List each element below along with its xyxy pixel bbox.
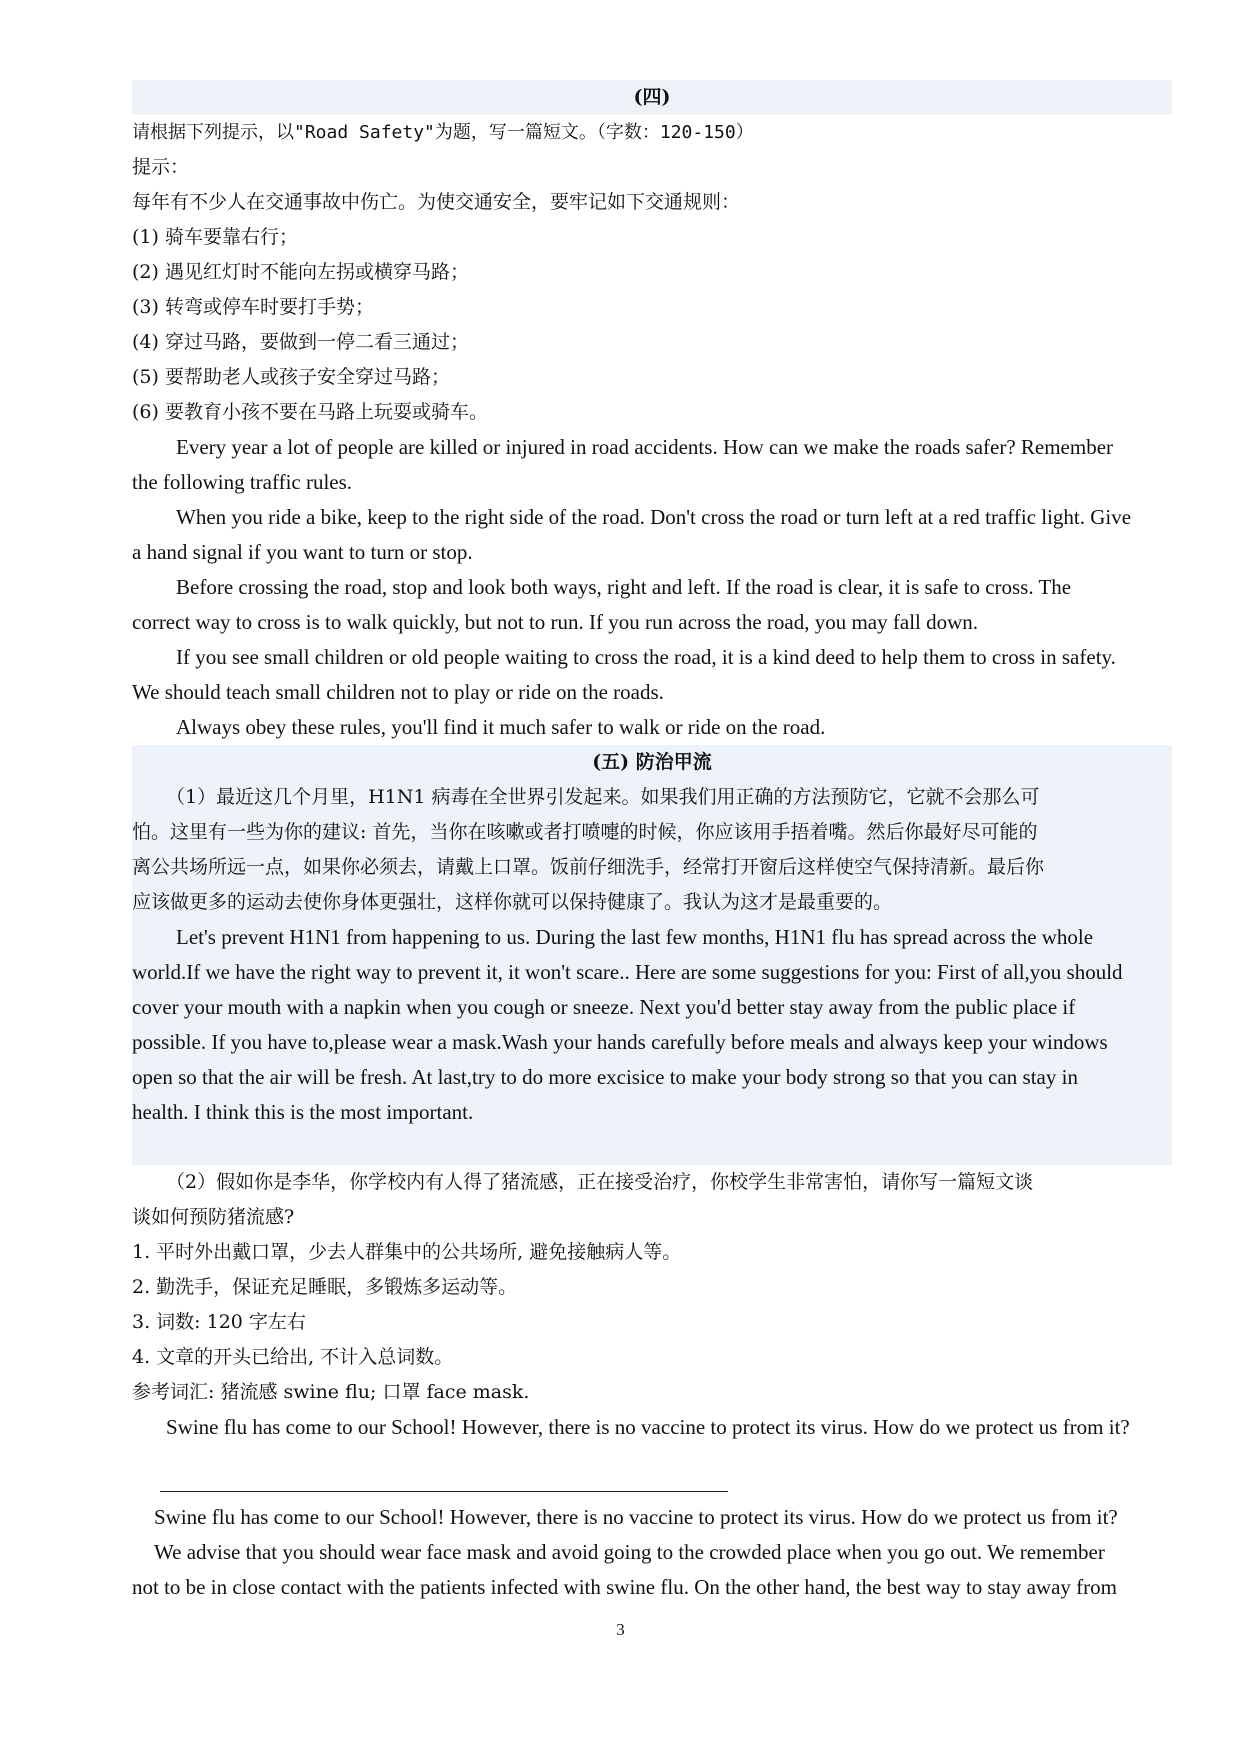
- essay-line: a hand signal if you want to turn or stop.: [132, 540, 473, 564]
- rule-item: (1) 骑车要靠右行；: [132, 226, 298, 248]
- part1-cn-line: 怕。这里有一些为你的建议: 首先，当你在咳嗽或者打喷嚏的时候，你应该用手捂着嘴。然后你最好尽可能的: [132, 821, 1038, 843]
- section-5-band: [132, 745, 1172, 1165]
- part2-item: 3. 词数: 120 字左右: [132, 1311, 306, 1333]
- reference-vocabulary: 参考词汇: 猪流感 swine flu; 口罩 face mask.: [132, 1381, 530, 1403]
- part1-en-line: cover your mouth with a napkin when you cough or sneeze. Next you'd better stay away from the public place if: [132, 995, 1076, 1019]
- essay-line: correct way to cross is to walk quickly, but not to run. If you run across the road, you may fall down.: [132, 610, 979, 634]
- essay-line: We should teach small children not to play or ride on the roads.: [132, 680, 664, 704]
- essay-line: Before crossing the road, stop and look both ways, right and left. If the road is clear, it is safe to cross. The: [176, 575, 1072, 599]
- essay-line: Every year a lot of people are killed or injured in road accidents. How can we make the roads safer? Remember: [176, 435, 1114, 459]
- part2-item: 4. 文章的开头已给出, 不计入总词数。: [132, 1346, 454, 1368]
- part2-item: 2. 勤洗手，保证充足睡眠，多锻炼多运动等。: [132, 1276, 518, 1298]
- part1-cn-line: （1）最近这几个月里，H1N1 病毒在全世界引发起来。如果我们用正确的方法预防它，它就不会那么可: [166, 786, 1040, 808]
- part2-prompt-line: （2）假如你是李华，你学校内有人得了猪流感，正在接受治疗，你校学生非常害怕，请你写一篇短文谈: [166, 1171, 1034, 1193]
- part1-en-line: Let's prevent H1N1 from happening to us. During the last few months, H1N1 flu has spread across the whole: [176, 925, 1094, 949]
- document-page: [132, 80, 1172, 1445]
- part2-opening: Swine flu has come to our School! However, there is no vaccine to protect its virus. How do we protect us from it?: [166, 1415, 1130, 1439]
- part1-en-line: possible. If you have to,please wear a mask.Wash your hands carefully before meals and always keep your windows: [132, 1030, 1108, 1054]
- section-5-heading: (五) 防治甲流: [592, 751, 712, 773]
- rule-item: (5) 要帮助老人或孩子安全穿过马路；: [132, 366, 450, 388]
- essay-line: When you ride a bike, keep to the right side of the road. Don't cross the road or turn left at a red traffic light. Give: [176, 505, 1132, 529]
- answer-line: We advise that you should wear face mask and avoid going to the crowded place when you go out. We remember: [154, 1540, 1105, 1564]
- essay-line: the following traffic rules.: [132, 470, 353, 494]
- section-4-prompt: 请根据下列提示，以"Road Safety"为题，写一篇短文。（字数：120-150）: [132, 122, 754, 143]
- answer-line: Swine flu has come to our School! However, there is no vaccine to protect its virus. How do we protect us from it?: [154, 1505, 1118, 1529]
- rule-item: (3) 转弯或停车时要打手势；: [132, 296, 374, 318]
- rules-list: [132, 220, 1172, 430]
- answer-line: not to be in close contact with the patients infected with swine flu. On the other hand, the best way to stay away from: [132, 1575, 1117, 1599]
- part1-en-line: open so that the air will be fresh. At last,try to do more excisice to make your body strong so that you can stay in: [132, 1065, 1078, 1089]
- essay-line: Always obey these rules, you'll find it much safer to walk or ride on the road.: [176, 715, 826, 739]
- part1-cn-line: 应该做更多的运动去使你身体更强壮，这样你就可以保持健康了。我认为这才是最重要的。: [132, 891, 893, 913]
- answer-divider: [160, 1491, 728, 1492]
- answer-text: [132, 1500, 1172, 1605]
- page-number: 3: [616, 1620, 625, 1639]
- rules-intro: 每年有不少人在交通事故中伤亡。为使交通安全，要牢记如下交通规则：: [132, 191, 741, 213]
- part1-en-line: health. I think this is the most important.: [132, 1100, 474, 1124]
- hint-label: 提示：: [132, 156, 190, 178]
- essay-line: If you see small children or old people waiting to cross the road, it is a kind deed to help them to cross in safety.: [176, 645, 1116, 669]
- road-safety-essay: [132, 430, 1172, 745]
- part2-item: 1. 平时外出戴口罩，少去人群集中的公共场所, 避免接触病人等。: [132, 1241, 682, 1263]
- rule-item: (2) 遇见红灯时不能向左拐或横穿马路；: [132, 261, 469, 283]
- section-4-heading: (四): [132, 80, 1172, 115]
- rule-item: (4) 穿过马路，要做到一停二看三通过；: [132, 331, 469, 353]
- part2-prompt-line: 谈如何预防猪流感?: [132, 1206, 295, 1228]
- part1-cn-line: 离公共场所远一点，如果你必须去，请戴上口罩。饭前仔细洗手，经常打开窗后这样使空气保持清新。最后你: [132, 856, 1045, 878]
- part1-en-line: world.If we have the right way to prevent it, it won't scare.. Here are some suggestions for you: First of all,you should: [132, 960, 1123, 984]
- rule-item: (6) 要教育小孩不要在马路上玩耍或骑车。: [132, 401, 488, 423]
